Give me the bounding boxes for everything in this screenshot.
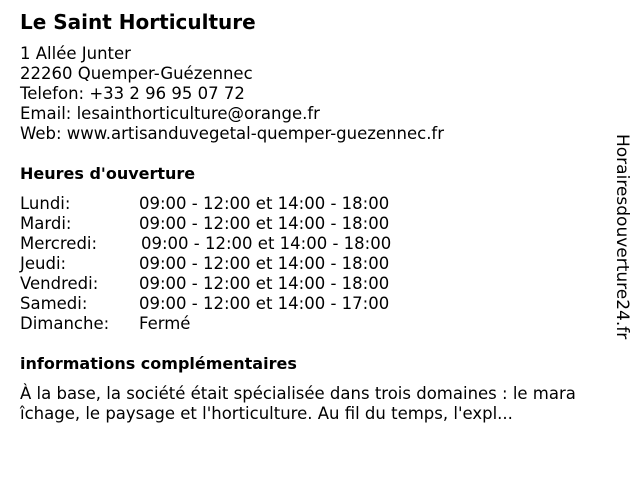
site-watermark: Horairesdouverture24.fr <box>612 134 632 340</box>
day-hours: 09:00 - 12:00 et 14:00 - 18:00 <box>139 194 390 213</box>
website: Web: www.artisanduvegetal-quemper-guezennec.fr <box>20 124 445 143</box>
address-line-2: 22260 Quemper-Guézennec <box>20 64 253 83</box>
day-hours: 09:00 - 12:00 et 14:00 - 18:00 <box>141 234 392 253</box>
additional-info-heading: informations complémentaires <box>20 354 297 373</box>
email-address: Email: lesainthorticulture@orange.fr <box>20 104 320 123</box>
day-label: Dimanche: <box>20 314 110 333</box>
day-label: Mercredi: <box>20 234 98 253</box>
day-label: Lundi: <box>20 194 71 213</box>
opening-hours-heading: Heures d'ouverture <box>20 164 196 183</box>
day-label: Vendredi: <box>20 274 99 293</box>
day-hours: 09:00 - 12:00 et 14:00 - 18:00 <box>139 214 390 233</box>
day-label: Jeudi: <box>20 254 67 273</box>
address-line-1: 1 Allée Junter <box>20 44 131 63</box>
day-hours: 09:00 - 12:00 et 14:00 - 18:00 <box>139 274 390 293</box>
contact-info <box>20 44 444 144</box>
business-description: À la base, la société était spécialisée dans trois domaines : le maraîchage, le paysage et l'horticulture. Au fil du temps, l'expl... <box>20 384 576 423</box>
day-label: Samedi: <box>20 294 88 313</box>
phone-number: Telefon: +33 2 96 95 07 72 <box>20 84 245 103</box>
day-hours: 09:00 - 12:00 et 14:00 - 18:00 <box>139 254 390 273</box>
day-hours: 09:00 - 12:00 et 14:00 - 17:00 <box>139 294 390 313</box>
day-label: Mardi: <box>20 214 72 233</box>
day-hours: Fermé <box>139 314 191 333</box>
business-name: Le Saint Horticulture <box>20 10 256 34</box>
